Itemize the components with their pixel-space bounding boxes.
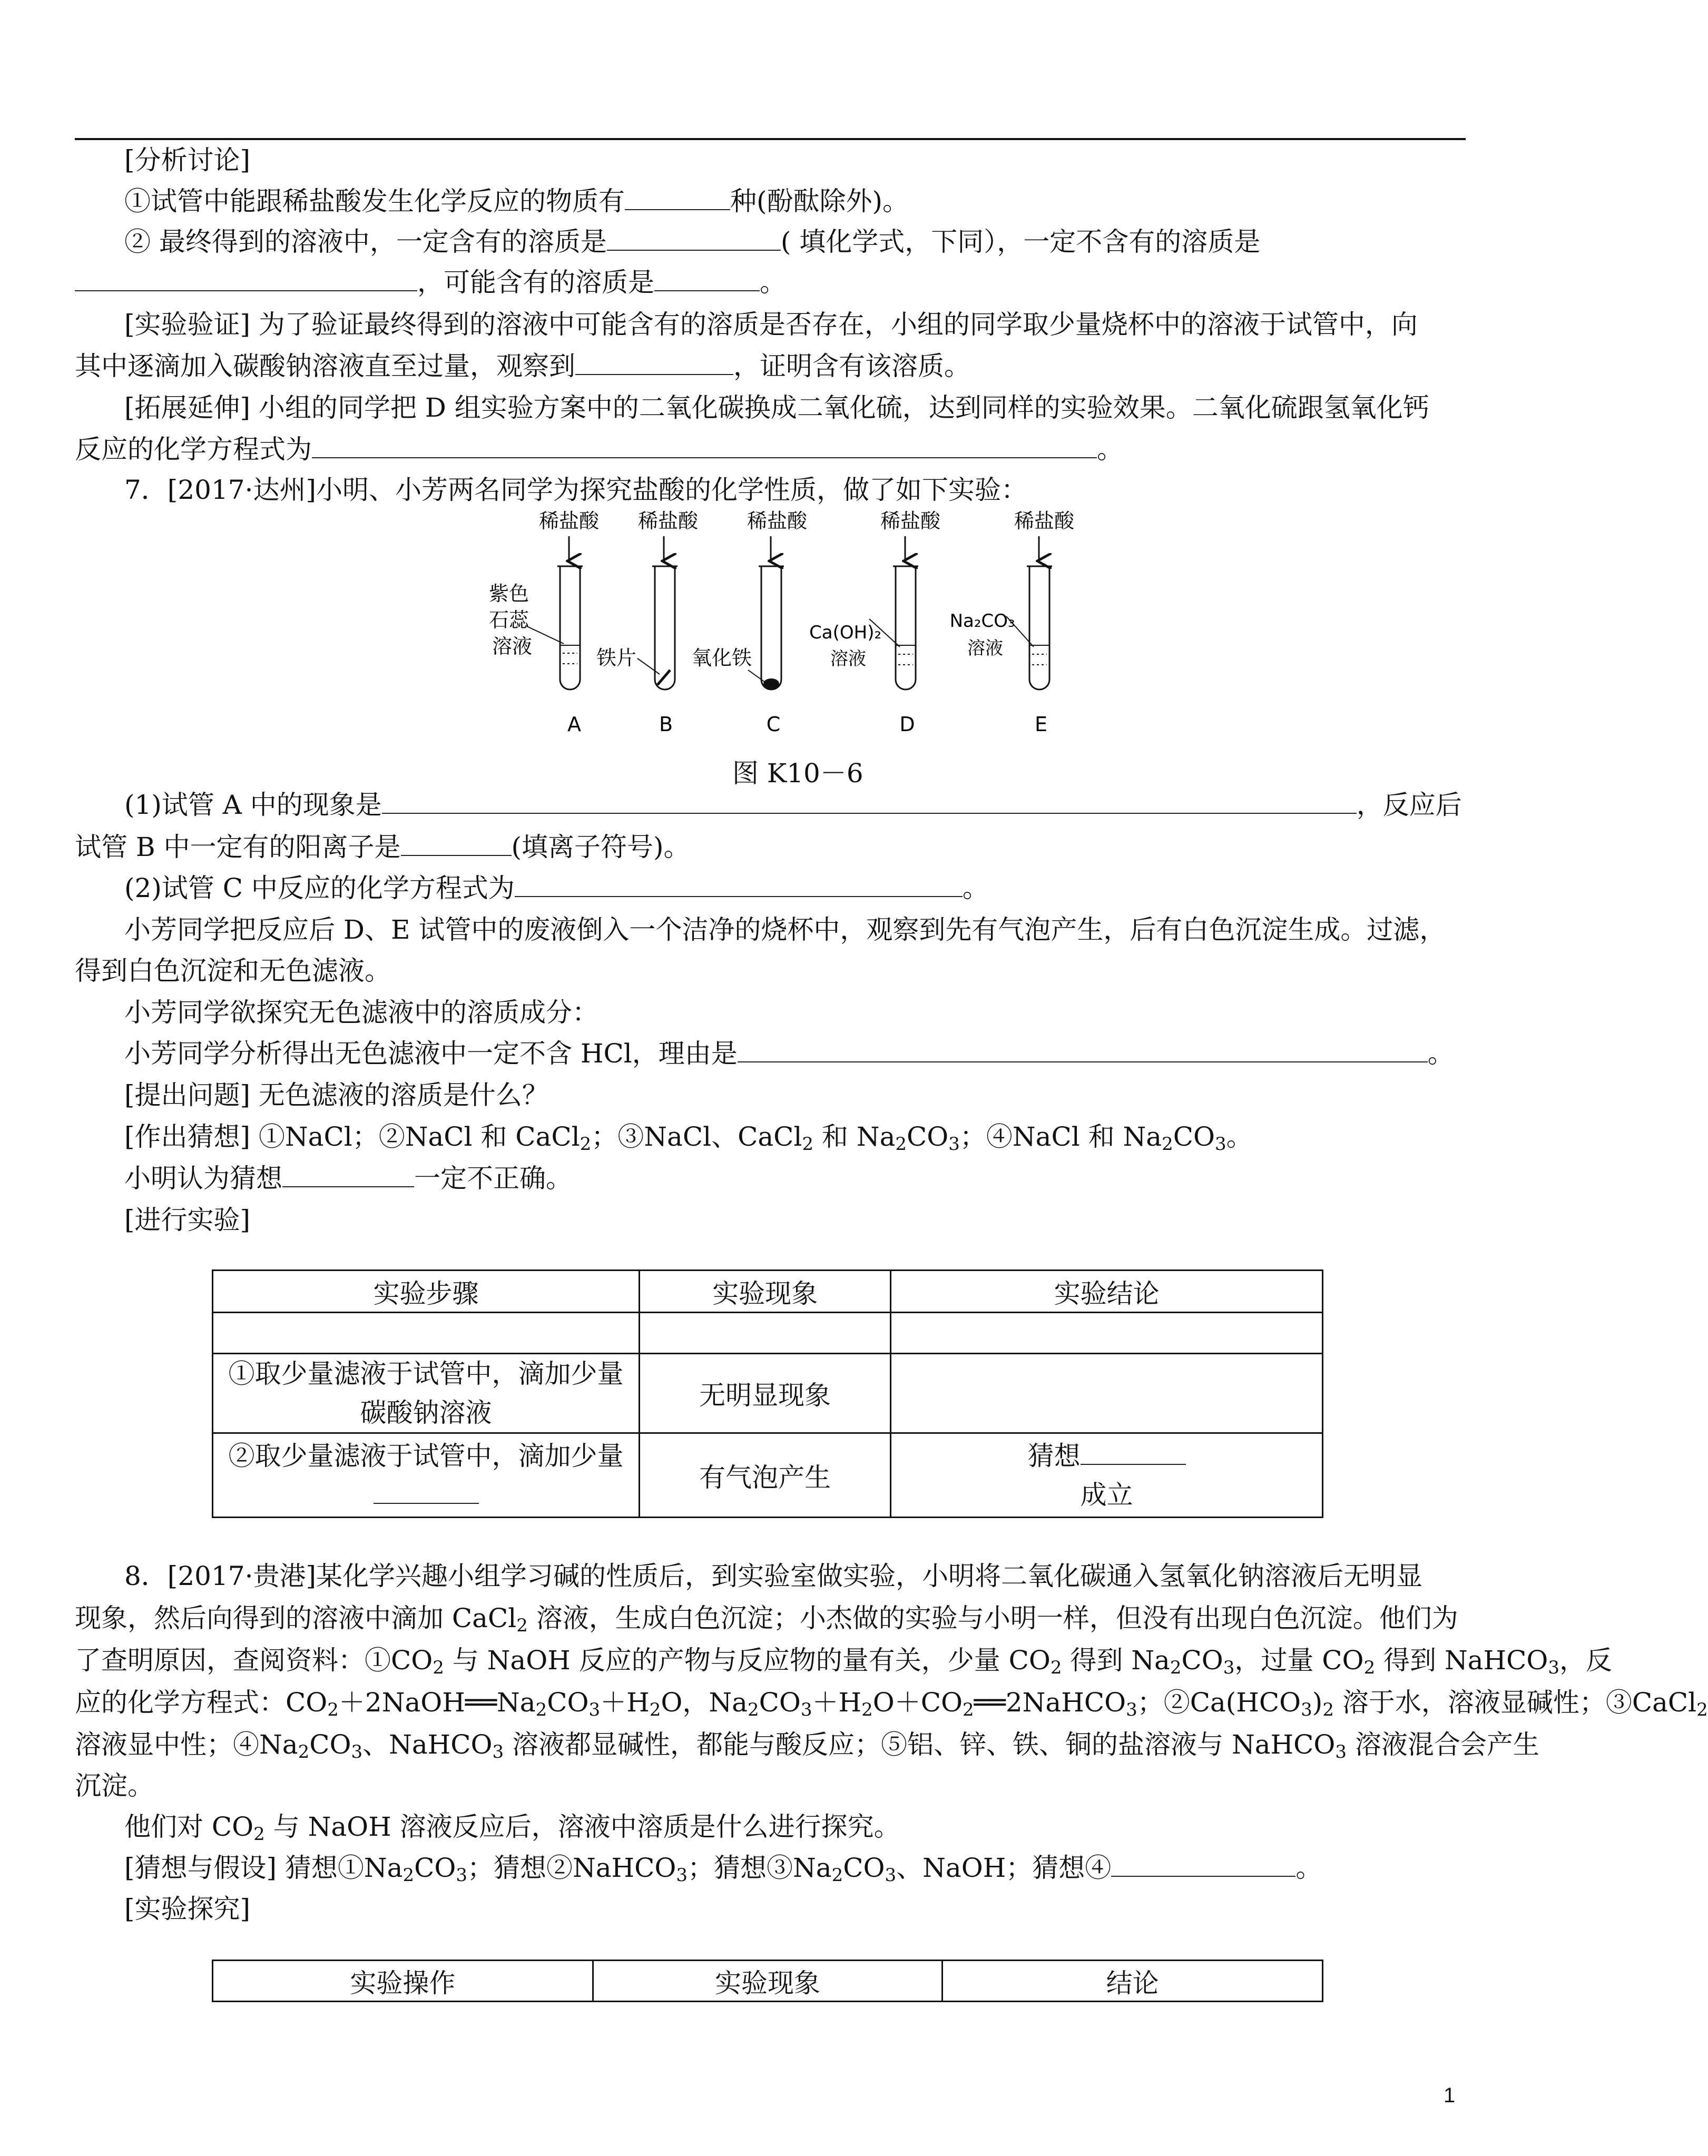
q8-text: 现象，然后向得到的溶液中滴加 CaCl — [75, 1603, 517, 1633]
subscript: 3 — [588, 1699, 601, 1720]
q6-verify-tail: ，证明含有该溶质。 — [733, 351, 970, 381]
q6-analysis-2 — [124, 225, 1260, 259]
label-e-line1: Na₂CO₃ — [949, 611, 1015, 632]
table-header: 实验步骤 — [213, 1271, 640, 1313]
subscript: 2 — [861, 1699, 873, 1720]
answer-blank[interactable] — [374, 1483, 479, 1504]
q6-ext-text: 反应的化学方程式为 — [75, 434, 312, 465]
subscript: 2 — [1322, 1699, 1334, 1720]
drop-arrows — [569, 536, 1039, 561]
step-blank-row — [219, 1475, 633, 1514]
subscript: 2 — [747, 1699, 759, 1720]
answer-blank[interactable] — [738, 1041, 1428, 1062]
answer-blank[interactable] — [1111, 1856, 1295, 1877]
table-header: 实验结论 — [891, 1271, 1323, 1313]
q7-hypotheses — [124, 1120, 1253, 1154]
q7-part1-cont — [75, 830, 690, 864]
table-cell — [213, 1433, 640, 1518]
subscript: 3 — [456, 1865, 467, 1886]
reagent-label-d: 稀盐酸 — [880, 509, 941, 533]
q6-ext-end: 。 — [1097, 434, 1123, 465]
q6-ext-line1: [拓展延伸] 小组的同学把 D 组实验方案中的二氧化碳换成二氧化硫，达到同样的实验效果。二氧化硫跟氢氧化钙 — [124, 392, 1429, 423]
q6-verify-line1: [实验验证] 为了验证最终得到的溶液中可能含有的溶质是否存在，小组的同学取少量烧杯中的溶液于试管中，向 — [124, 309, 1418, 340]
table-cell[interactable] — [891, 1313, 1323, 1354]
q7-p1-text: (1)试管 A 中的现象是 — [124, 790, 382, 820]
q8-line5 — [75, 1728, 1539, 1761]
subscript: 3 — [800, 1699, 812, 1720]
test-tube-d — [896, 566, 916, 690]
q7-explore: 小芳同学欲探究无色滤液中的溶质成分： — [124, 997, 598, 1028]
q7-p2-end: 。 — [962, 873, 989, 903]
q8-line4 — [75, 1686, 1708, 1719]
q7-p2-text: (2)试管 C 中反应的化学方程式为 — [124, 873, 515, 903]
subscript: 3 — [351, 1741, 363, 1763]
tube-letter-a: A — [567, 713, 581, 736]
q8-text: 。 — [1295, 1853, 1322, 1883]
svg-text:Ca(OH)₂ 溶液 — [809, 622, 887, 670]
q7-hcl-end: 。 — [1427, 1038, 1454, 1069]
iron-sheet — [657, 670, 670, 685]
q8-text: 、NaHCO — [362, 1729, 493, 1760]
q8-text: [猜想与假设] 猜想①Na — [124, 1853, 403, 1883]
table-header: 实验操作 — [213, 1961, 593, 2002]
q8-hypotheses — [124, 1851, 1322, 1885]
q8-text: CO — [414, 1853, 456, 1883]
answer-blank[interactable] — [1081, 1444, 1186, 1465]
q8-text: 得到 NaHCO — [1375, 1645, 1548, 1676]
q8-text: 了查明原因，查阅资料：①CO — [75, 1645, 433, 1676]
svg-text:Na₂CO₃ 溶液 — [950, 611, 1021, 659]
test-tube-c — [761, 566, 781, 690]
step-line: 碳酸钠溶液 — [360, 1397, 492, 1428]
q8-line1: 8．[2017·贵港]某化学兴趣小组学习碱的性质后，到实验室做实验，小明将二氧化碳通入氢氧化钠溶液后无明显 — [124, 1561, 1422, 1591]
subscript: 2 — [535, 1699, 547, 1720]
table-cell: 无明显现象 — [640, 1354, 891, 1433]
q7-intro: 7．[2017·达州]小明、小芳两名同学为探究盐酸的化学性质，做了如下实验： — [124, 475, 1027, 505]
answer-blank[interactable] — [401, 835, 512, 856]
q6-analysis-1 — [124, 184, 909, 218]
q7-wrong-text: 小明认为猜想 — [124, 1163, 282, 1194]
table-cell[interactable] — [891, 1354, 1323, 1433]
hyp-text: CO — [1173, 1121, 1215, 1152]
figure-caption: 图 K10－6 — [732, 758, 863, 789]
q8-text: CO — [843, 1853, 885, 1883]
subscript: 2 — [580, 1134, 592, 1155]
q7-p1-line2-tail: (填离子符号)。 — [511, 832, 690, 862]
answer-blank[interactable] — [625, 189, 730, 210]
label-a-line3: 溶液 — [492, 635, 533, 658]
q8-text: 溶液混合会产生 — [1347, 1729, 1539, 1760]
subscript: 2 — [831, 1865, 843, 1886]
table-cell: 有气泡产生 — [640, 1433, 891, 1518]
q6-analysis-2-cont — [75, 265, 786, 299]
subscript: 3 — [1548, 1657, 1560, 1678]
svg-text:紫色 石蕊 溶液 — [489, 582, 535, 658]
q8-text: ；②Ca(HCO — [1137, 1687, 1301, 1718]
conclusion-line — [897, 1436, 1317, 1475]
q7-p1-tail: ，反应后 — [1356, 790, 1462, 820]
hyp-text: 。 — [1226, 1121, 1253, 1152]
q8-text: 溶液都显碱性，都能与酸反应；⑤铝、锌、铁、铜的盐溶液与 NaHCO — [504, 1729, 1336, 1760]
answer-blank[interactable] — [282, 1166, 414, 1187]
subscript: 2 — [1170, 1657, 1182, 1678]
q8-line2 — [75, 1601, 1458, 1635]
header-rule — [75, 138, 1466, 140]
q6-verify-text: 其中逐滴加入碳酸钠溶液直至过量，观察到 — [75, 351, 575, 381]
test-tube-b — [655, 566, 675, 690]
q7-hcl — [124, 1037, 1454, 1070]
q7-waste-line1: 小芳同学把反应后 D、E 试管中的废液倒入一个洁净的烧杯中，观察到先有气泡产生，后有白色沉淀生成。过滤， — [124, 914, 1446, 945]
q7-conduct: [进行实验] — [124, 1205, 251, 1235]
subscript: 3 — [1126, 1699, 1137, 1720]
q8-text: ，过量 CO — [1234, 1645, 1364, 1676]
answer-blank[interactable] — [575, 354, 733, 375]
q8-text: ══2NaHCO — [974, 1687, 1126, 1718]
iron-oxide-solid — [763, 678, 779, 689]
label-e-line2: 溶液 — [967, 638, 1003, 659]
answer-blank[interactable] — [515, 876, 963, 897]
subscript: 3 — [676, 1865, 688, 1886]
subscript: 2 — [1363, 1657, 1376, 1678]
answer-blank[interactable] — [312, 437, 1097, 458]
q8-text: 与 NaOH 反应的产物与反应物的量有关，少量 CO — [444, 1645, 1051, 1676]
answer-blank[interactable] — [607, 230, 781, 251]
q8-text: 应的化学方程式：CO — [75, 1687, 328, 1718]
q8-text: 溶液显中性；④Na — [75, 1729, 298, 1760]
subscript: 2 — [649, 1699, 661, 1720]
subscript: 2 — [1162, 1134, 1173, 1155]
label-b: 铁片 — [596, 646, 637, 670]
q7-wrong — [124, 1161, 572, 1195]
q8-text: ) — [1312, 1687, 1323, 1718]
q6-a2-end: 。 — [760, 267, 786, 298]
q8-text: ；猜想②NaHCO — [467, 1853, 676, 1883]
page-number: 1 — [1444, 2084, 1456, 2107]
q8-line3 — [75, 1643, 1612, 1677]
label-d-line1: Ca(OH)₂ — [809, 622, 882, 643]
hyp-text: ；③NaCl、CaCl — [591, 1121, 802, 1152]
q8-text: CO — [759, 1687, 801, 1718]
tube-letter-d: D — [899, 713, 915, 736]
hyp-text: ；④NaCl 和 Na — [959, 1121, 1162, 1152]
subscript: 3 — [1214, 1134, 1226, 1155]
reagent-label-e: 稀盐酸 — [1014, 509, 1075, 533]
q7-p1-line2: 试管 B 中一定有的阳离子是 — [75, 832, 401, 862]
hyp-text: CO — [907, 1121, 949, 1152]
table-cell[interactable] — [213, 1313, 640, 1354]
q6-a2-mid: ( 填化学式，下同），一定不含有的溶质是 — [780, 227, 1261, 257]
subscript: 3 — [948, 1134, 960, 1155]
q8-text: ；猜想③Na — [688, 1853, 832, 1883]
answer-blank[interactable] — [75, 270, 417, 291]
label-c: 氧化铁 — [691, 646, 752, 670]
q7-hcl-text: 小芳同学分析得出无色滤液中一定不含 HCl，理由是 — [124, 1038, 738, 1069]
reagent-label-b: 稀盐酸 — [637, 509, 699, 533]
q8-text: CO — [547, 1687, 589, 1718]
answer-blank[interactable] — [382, 793, 1357, 814]
q8-text: ＋H — [600, 1687, 650, 1718]
q8-explore: [实验探究] — [124, 1894, 251, 1924]
q8-text: 、NaOH；猜想④ — [896, 1853, 1112, 1883]
q7-experiment-table — [212, 1269, 1323, 1518]
subscript: 2 — [1696, 1699, 1708, 1720]
q7-wrong-tail: 一定不正确。 — [414, 1163, 572, 1194]
q6-verify-line2 — [75, 349, 970, 383]
subscript: 2 — [895, 1134, 907, 1155]
tube-letter-e: E — [1034, 713, 1048, 736]
tube-letter-b: B — [659, 713, 673, 736]
reagent-label-a: 稀盐酸 — [538, 509, 600, 533]
q8-text: CO — [1181, 1645, 1223, 1676]
subscript: 2 — [298, 1741, 310, 1763]
subscript: 2 — [963, 1699, 974, 1720]
label-a-line1: 紫色 — [488, 582, 529, 605]
subscript: 3 — [492, 1741, 504, 1763]
q6-a1-text: ①试管中能跟稀盐酸发生化学反应的物质有 — [124, 186, 625, 216]
step-line: ①取少量滤液于试管中，滴加少量 — [228, 1358, 624, 1389]
subscript: 2 — [327, 1699, 339, 1720]
q8-text: 与 NaOH 溶液反应后，溶液中溶质是什么进行探究。 — [264, 1812, 900, 1842]
table-header: 实验现象 — [640, 1271, 891, 1313]
test-tube-a — [560, 566, 580, 690]
subscript: 2 — [433, 1657, 444, 1678]
q6-a1-tail: 种(酚酞除外)。 — [730, 186, 909, 216]
answer-blank[interactable] — [654, 270, 760, 291]
q8-line7 — [124, 1810, 900, 1844]
subscript: 2 — [253, 1824, 265, 1845]
q7-part2 — [124, 871, 989, 905]
test-tube-figure — [464, 506, 1164, 759]
table-cell[interactable] — [640, 1313, 891, 1354]
q7-question: [提出问题] 无色滤液的溶质是什么？ — [124, 1080, 548, 1110]
q7-waste-line2: 得到白色沉淀和无色滤液。 — [75, 956, 391, 986]
q8-text: 得到 Na — [1062, 1645, 1170, 1676]
label-d-line2: 溶液 — [830, 648, 866, 670]
q7-part1 — [124, 788, 1462, 822]
q6-a2-line2-mid: ，可能含有的溶质是 — [417, 267, 654, 298]
subscript: 3 — [1223, 1657, 1235, 1678]
label-a-line2: 石蕊 — [488, 608, 529, 632]
q8-text: 溶于水，溶液显碱性；③CaCl — [1333, 1687, 1697, 1718]
conc-tail: 成立 — [1080, 1479, 1133, 1510]
subscript: 2 — [403, 1865, 415, 1886]
q6-ext-line2 — [75, 432, 1123, 466]
q8-text: ，反 — [1559, 1645, 1613, 1676]
subscript: 3 — [1301, 1699, 1312, 1720]
q8-text: ＋2NaOH══Na — [338, 1687, 536, 1718]
step-line: ②取少量滤液于试管中，滴加少量 — [228, 1440, 624, 1471]
reagent-label-c: 稀盐酸 — [747, 509, 808, 533]
subscript: 2 — [802, 1134, 814, 1155]
q8-text: ＋H — [812, 1687, 862, 1718]
q6-a2-text: ② 最终得到的溶液中，一定含有的溶质是 — [124, 227, 607, 257]
conc-prefix: 猜想 — [1027, 1440, 1081, 1471]
subscript: 3 — [1335, 1741, 1347, 1763]
q8-experiment-table — [212, 1960, 1323, 2002]
table-cell — [891, 1433, 1323, 1518]
subscript: 2 — [516, 1615, 528, 1636]
subscript: 2 — [1050, 1657, 1062, 1678]
q8-text: 溶液，生成白色沉淀；小杰做的实验与小明一样，但没有出现白色沉淀。他们为 — [527, 1603, 1458, 1633]
q8-text: O＋CO — [872, 1687, 963, 1718]
subscript: 3 — [885, 1865, 897, 1886]
q8-line6: 沉淀。 — [75, 1770, 154, 1801]
table-header: 结论 — [943, 1961, 1323, 2002]
table-cell — [213, 1354, 640, 1433]
q8-text: CO — [309, 1729, 351, 1760]
q8-text: 他们对 CO — [124, 1812, 254, 1842]
q8-text: O，Na — [661, 1687, 748, 1718]
analysis-heading: [分析讨论] — [124, 145, 251, 175]
test-tube-e — [1029, 566, 1049, 690]
hyp-text: [作出猜想] ①NaCl；②NaCl 和 CaCl — [124, 1121, 580, 1152]
tube-letter-c: C — [766, 713, 781, 736]
table-header: 实验现象 — [593, 1961, 943, 2002]
hyp-text: 和 Na — [813, 1121, 896, 1152]
